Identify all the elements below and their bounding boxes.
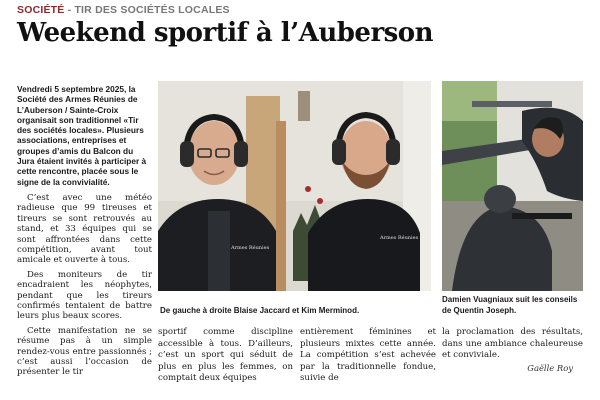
article-column-3: entièrement féminines et plusieurs mixtes cette année. La compétition s’est achevée par la traditionnelle fondue, suivie de — [300, 327, 436, 383]
article-paragraph-1: C’est avec une météo radieuse que 99 tireuses et tireurs se sont retrouvés au stand, et 33 équipes qui se sont affrontées dans cette compétition, avant tout amicale et ouverte à tous. — [17, 192, 152, 266]
subsection-label: TIR DES SOCIÉTÉS LOCALES — [74, 4, 230, 16]
article-column-2: sportif comme discipline accessible à tous. D’ailleurs, c’est un sport qui séduit de plus en plus les femmes, on comptait deux équipes — [158, 327, 293, 383]
photo-two-men — [158, 81, 431, 291]
article-paragraph-3: Cette manifestation ne se résume pas à un simple rendez-vous entre passionnés ; c’est aussi l’occasion de présenter le tir — [17, 325, 153, 378]
section-kicker — [17, 4, 230, 16]
section-label: SOCIÉTÉ — [17, 4, 65, 16]
article-column-4: la proclamation des résultats, dans une ambiance chaleureuse et conviviale. — [442, 327, 583, 360]
article-lead: Vendredi 5 septembre 2025, la Société des Armes Réunies de L’Auberson / Sainte-Croix organisait son traditionnel «Tir des sociétés locales». Plusieurs associations, entreprises et groupes d’amis du Balcon du Jura étaient invités à participer à cette rencontre, placée sous le signe de la convivialité. — [17, 84, 147, 187]
article-column-1 — [17, 84, 152, 382]
photo-caption-1: De gauche à droite Blaise Jaccard et Kim Merminod. — [160, 306, 360, 315]
photo-shooting-range — [442, 81, 583, 291]
kicker-separator: - — [64, 4, 75, 16]
article-paragraph-2: Des moniteurs de tir encadraient les néophytes, pendant que les tireurs confirmés tentaient de battre leurs plus beaux scores. — [17, 269, 152, 322]
shirt-logo-left: Armes Réunies — [231, 245, 270, 251]
article-headline: Weekend sportif à l’Auberson — [17, 18, 434, 48]
shirt-logo-right: Armes Réunies — [380, 235, 419, 241]
photo-caption-2: Damien Vuagniaux suit les conseils de Quentin Joseph. — [442, 295, 578, 315]
article-author: Gaëlle Roy — [527, 363, 573, 373]
